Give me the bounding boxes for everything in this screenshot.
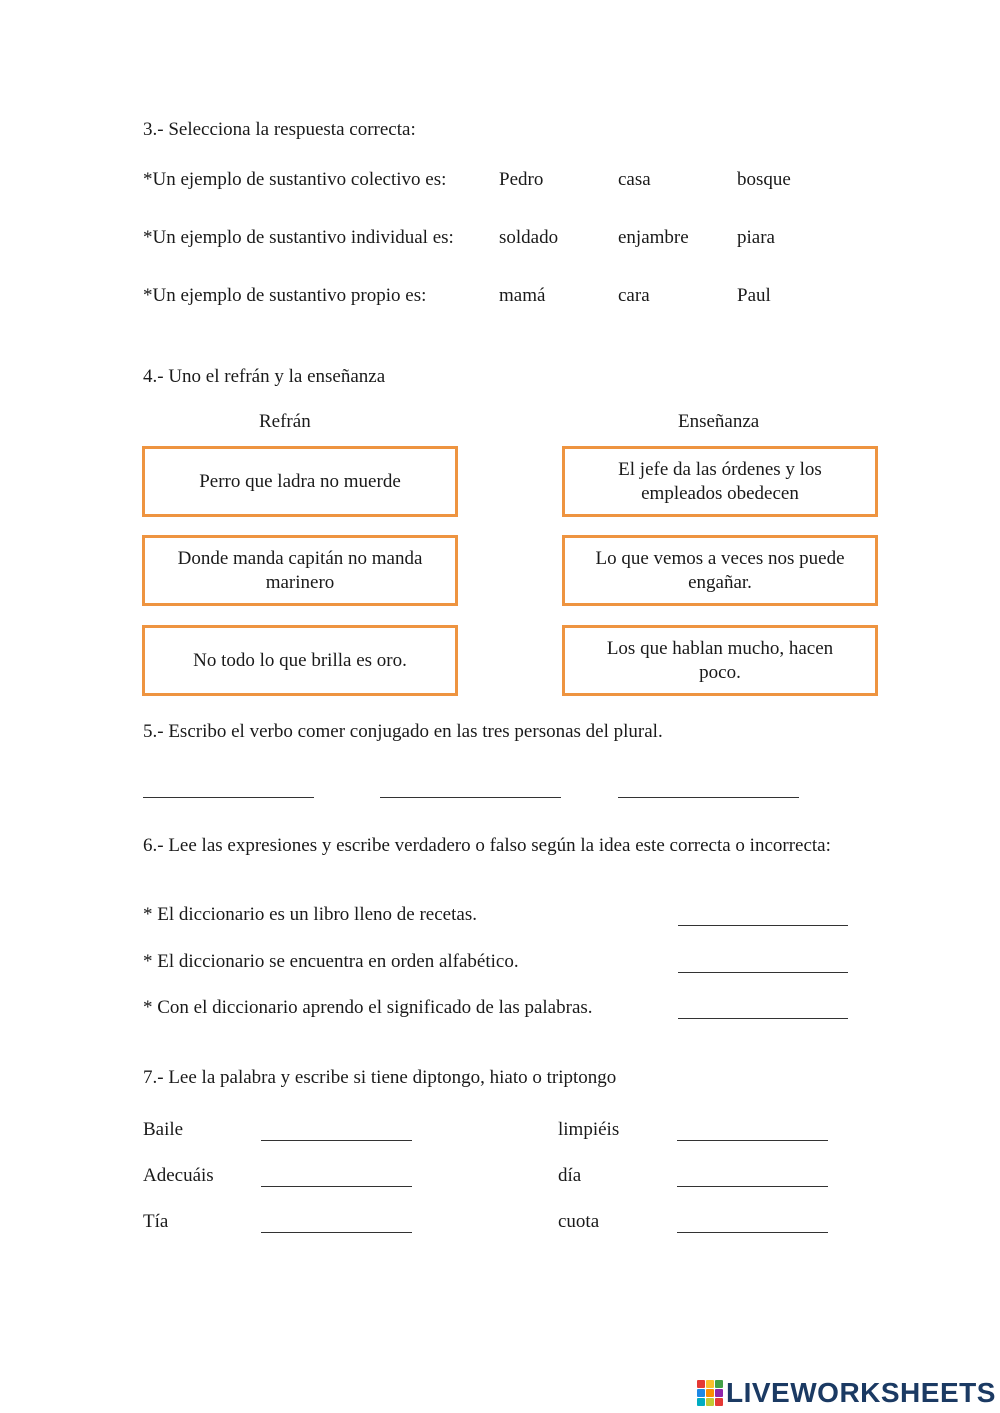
q6-item-2: * El diccionario se encuentra en orden alfabético. (143, 951, 519, 972)
q7-answer-left-3[interactable] (261, 1232, 412, 1233)
q4-ensenanza-header: Enseñanza (678, 411, 760, 432)
q3-row-3-option-3[interactable]: Paul (737, 285, 771, 306)
q4-refran-header: Refrán (259, 411, 311, 432)
q3-row-1-option-2[interactable]: casa (618, 169, 651, 190)
q7-answer-right-2[interactable] (677, 1186, 828, 1187)
q6-title: 6.- Lee las expresiones y escribe verdadero o falso según la idea este correcta o incorrecta: (143, 835, 831, 856)
q7-word-left-2: Adecuáis (143, 1165, 214, 1186)
q3-row-1-prompt: *Un ejemplo de sustantivo colectivo es: (143, 169, 447, 190)
q4-refran-box-2[interactable]: Donde manda capitán no manda marinero (142, 535, 458, 606)
q3-row-2-prompt: *Un ejemplo de sustantivo individual es: (143, 227, 454, 248)
q3-row-3-prompt: *Un ejemplo de sustantivo propio es: (143, 285, 427, 306)
q6-answer-line-1[interactable] (678, 925, 848, 926)
q5-answer-line-3[interactable] (618, 797, 799, 798)
q7-word-right-3: cuota (558, 1211, 600, 1232)
q4-refran-box-1[interactable]: Perro que ladra no muerde (142, 446, 458, 517)
q4-refran-box-3[interactable]: No todo lo que brilla es oro. (142, 625, 458, 696)
q7-word-left-3: Tía (143, 1211, 169, 1232)
q6-answer-line-3[interactable] (678, 1018, 848, 1019)
q3-row-2-option-2[interactable]: enjambre (618, 227, 689, 248)
q7-answer-left-1[interactable] (261, 1140, 412, 1141)
q4-ensenanza-box-1[interactable]: El jefe da las órdenes y los empleados obedecen (562, 446, 878, 517)
q5-answer-line-1[interactable] (143, 797, 314, 798)
q3-row-3-option-1[interactable]: mamá (499, 285, 546, 306)
q3-row-3-option-2[interactable]: cara (618, 285, 650, 306)
q7-answer-right-3[interactable] (677, 1232, 828, 1233)
q3-row-2-option-1[interactable]: soldado (499, 227, 559, 248)
q6-item-1: * El diccionario es un libro lleno de recetas. (143, 904, 477, 925)
q7-answer-right-1[interactable] (677, 1140, 828, 1141)
q6-answer-line-2[interactable] (678, 972, 848, 973)
q7-word-right-2: día (558, 1165, 582, 1186)
liveworksheets-logo-icon (697, 1380, 723, 1406)
q7-word-left-1: Baile (143, 1119, 184, 1140)
q3-row-1-option-1[interactable]: Pedro (499, 169, 544, 190)
q4-ensenanza-box-3[interactable]: Los que hablan mucho, hacen poco. (562, 625, 878, 696)
q3-row-1-option-3[interactable]: bosque (737, 169, 791, 190)
q7-title: 7.- Lee la palabra y escribe si tiene diptongo, hiato o triptongo (143, 1067, 617, 1088)
liveworksheets-logo-text: LIVEWORKSHEETS (726, 1377, 996, 1408)
q3-row-2-option-3[interactable]: piara (737, 227, 775, 248)
q5-answer-line-2[interactable] (380, 797, 561, 798)
q4-ensenanza-box-2[interactable]: Lo que vemos a veces nos puede engañar. (562, 535, 878, 606)
q4-title: 4.- Uno el refrán y la enseñanza (143, 366, 386, 387)
q6-item-3: * Con el diccionario aprendo el significado de las palabras. (143, 997, 593, 1018)
q3-title: 3.- Selecciona la respuesta correcta: (143, 119, 416, 140)
liveworksheets-logo (697, 1378, 996, 1408)
q7-word-right-1: limpiéis (558, 1119, 620, 1140)
q7-answer-left-2[interactable] (261, 1186, 412, 1187)
q5-title: 5.- Escribo el verbo comer conjugado en las tres personas del plural. (143, 721, 663, 742)
